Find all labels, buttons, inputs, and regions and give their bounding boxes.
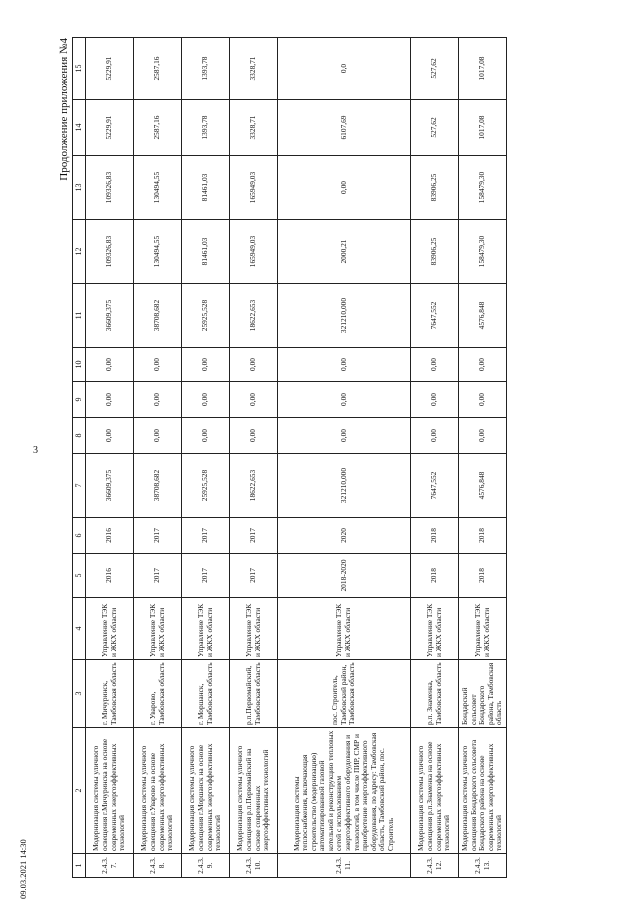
column-header: 14 xyxy=(73,100,86,156)
column-header: 12 xyxy=(73,220,86,284)
table-cell: Управление ТЭК и ЖКХ области xyxy=(86,598,134,660)
table-cell: г. Уварово, Тамбовская область xyxy=(134,660,182,728)
table-cell: 0,00 xyxy=(459,418,507,454)
table-cell: Модернизация системы уличного освещения г.Мичуринска на основе современных энергоэффективных технологий xyxy=(86,728,134,854)
table-cell: 2587,16 xyxy=(134,38,182,100)
table-cell: 1017,08 xyxy=(459,100,507,156)
column-header: 2 xyxy=(73,728,86,854)
table-row xyxy=(230,38,278,878)
table-cell: 1393,78 xyxy=(182,38,230,100)
table-cell: 38708,682 xyxy=(134,284,182,348)
table-cell: Модернизация системы уличного освещения р.п.Первомайский на основе современных энергоэффективных технологий xyxy=(230,728,278,854)
column-header: 15 xyxy=(73,38,86,100)
table-cell: 2.4.3.12. xyxy=(411,854,459,878)
table-cell: Модернизация системы теплоснабжения, включающая строительство (модернизацию) автоматизированной газовой котельной и реконструкцию тепловых сетей с использованием энергоэффективного оборудования и технологий, в том числе ПИР, СМР и приобретение энергоэффективного оборудования, по адресу: Тамбовская область, Тамбовский район, пос. Строитель xyxy=(278,728,411,854)
table-row xyxy=(134,38,182,878)
table-cell: 81461,03 xyxy=(182,156,230,220)
table-cell: 2.4.3.9. xyxy=(182,854,230,878)
table-cell: Управление ТЭК и ЖКХ области xyxy=(411,598,459,660)
table-cell: 7647,552 xyxy=(411,454,459,518)
table-cell: 2018 xyxy=(459,518,507,554)
table-cell: 36609,375 xyxy=(86,284,134,348)
column-header: 7 xyxy=(73,454,86,518)
table-cell: 36609,375 xyxy=(86,454,134,518)
column-header: 11 xyxy=(73,284,86,348)
table-cell: Модернизация системы уличного освещения Бондарского сельсовета Бондарского района на основе современных энергоэффективных технологий xyxy=(459,728,507,854)
table-cell: 2.4.3.11. xyxy=(278,854,411,878)
rotated-page xyxy=(58,38,623,878)
table-cell: 2.4.3.7. xyxy=(86,854,134,878)
table-cell: 4576,848 xyxy=(459,454,507,518)
page-number: 3 xyxy=(33,445,38,456)
table-row xyxy=(278,38,411,878)
table-cell: 109326,83 xyxy=(86,220,134,284)
column-header: 6 xyxy=(73,518,86,554)
table-cell: 0,00 xyxy=(230,348,278,382)
table-cell: 158479,30 xyxy=(459,220,507,284)
table-cell: 321210,000 xyxy=(278,284,411,348)
table-cell: 2018-2020 xyxy=(278,554,411,598)
table-cell: 18622,653 xyxy=(230,454,278,518)
table-cell: 2017 xyxy=(230,554,278,598)
table-cell: Бондарский сельсовет Бондарского района, Тамбовская область xyxy=(459,660,507,728)
table-cell: Управление ТЭК и ЖКХ области xyxy=(182,598,230,660)
appendix-table xyxy=(72,37,507,878)
table-cell: 165949,03 xyxy=(230,156,278,220)
table-row xyxy=(411,38,459,878)
table-cell: 1017,08 xyxy=(459,38,507,100)
table-cell: 0,00 xyxy=(182,348,230,382)
table-cell: 0,00 xyxy=(134,348,182,382)
table-cell: 2017 xyxy=(230,518,278,554)
table-cell: 5229,91 xyxy=(86,100,134,156)
table-cell: 3328,71 xyxy=(230,100,278,156)
table-cell: Управление ТЭК и ЖКХ области xyxy=(230,598,278,660)
table-cell: 0,00 xyxy=(411,348,459,382)
table-cell: 130494,55 xyxy=(134,220,182,284)
table-cell: 527,62 xyxy=(411,38,459,100)
table-row xyxy=(182,38,230,878)
table-cell: р.п. Знаменка, Тамбовская область xyxy=(411,660,459,728)
table-cell: 7647,552 xyxy=(411,284,459,348)
table-cell: 0,00 xyxy=(278,382,411,418)
table-cell: 165949,03 xyxy=(230,220,278,284)
table-cell: 5229,91 xyxy=(86,38,134,100)
table-cell: г. Мичуринск, Тамбовская область xyxy=(86,660,134,728)
table-cell: Модернизация системы уличного освещения р.п.Знаменка на основе современных энергоэффективных технологий xyxy=(411,728,459,854)
table-cell: 2016 xyxy=(86,518,134,554)
table-cell: 2018 xyxy=(411,554,459,598)
footer-timestamp: 09.03.2021 14:30 xyxy=(18,839,28,899)
appendix-title: Продолжение приложения №4 xyxy=(58,38,70,181)
table-cell: 0,00 xyxy=(411,418,459,454)
table-cell: 83906,25 xyxy=(411,156,459,220)
table-cell: 2000,21 xyxy=(278,220,411,284)
table-cell: 2017 xyxy=(182,554,230,598)
table-cell: 130494,55 xyxy=(134,156,182,220)
table-row xyxy=(86,38,134,878)
table-cell: г. Моршанск, Тамбовская область xyxy=(182,660,230,728)
column-header: 3 xyxy=(73,660,86,728)
table-cell: 0,00 xyxy=(230,382,278,418)
column-header: 10 xyxy=(73,348,86,382)
table-cell: Управление ТЭК и ЖКХ области xyxy=(134,598,182,660)
table-header-row xyxy=(73,38,86,878)
table-cell: 0,00 xyxy=(86,348,134,382)
table-cell: 0,00 xyxy=(134,382,182,418)
table-cell: 2016 xyxy=(86,554,134,598)
table-cell: 0,00 xyxy=(411,382,459,418)
table-cell: 0,0 xyxy=(278,38,411,100)
column-header: 4 xyxy=(73,598,86,660)
table-cell: 4576,848 xyxy=(459,284,507,348)
table-cell: 2017 xyxy=(134,554,182,598)
table-body xyxy=(73,38,507,878)
table-cell: 2587,16 xyxy=(134,100,182,156)
table-cell: 2017 xyxy=(182,518,230,554)
table-row xyxy=(459,38,507,878)
table-cell: 527,62 xyxy=(411,100,459,156)
table-cell: 0,00 xyxy=(134,418,182,454)
table-cell: 0,00 xyxy=(86,382,134,418)
column-header: 8 xyxy=(73,418,86,454)
table-cell: 0,00 xyxy=(459,348,507,382)
column-header: 1 xyxy=(73,854,86,878)
table-cell: 1393,78 xyxy=(182,100,230,156)
table-cell: 2018 xyxy=(459,554,507,598)
table-cell: 0,00 xyxy=(230,418,278,454)
table-cell: Управление ТЭК и ЖКХ области xyxy=(278,598,411,660)
table-cell: 109326,83 xyxy=(86,156,134,220)
table-cell: 0,00 xyxy=(278,348,411,382)
table-cell: 2.4.3.13. xyxy=(459,854,507,878)
table-cell: р.п.Первомайский, Тамбовская область xyxy=(230,660,278,728)
table-cell: 0,00 xyxy=(182,382,230,418)
table-cell: Модернизация системы уличного освещения г.Уварово на основе современных энергоэффективных технологий xyxy=(134,728,182,854)
table-cell: 25925,528 xyxy=(182,284,230,348)
column-header: 5 xyxy=(73,554,86,598)
table-cell: 81461,03 xyxy=(182,220,230,284)
table-cell: 3328,71 xyxy=(230,38,278,100)
table-cell: 18622,653 xyxy=(230,284,278,348)
table-cell: 0,00 xyxy=(278,418,411,454)
table-cell: 83906,25 xyxy=(411,220,459,284)
table-cell: Управление ТЭК и ЖКХ области xyxy=(459,598,507,660)
table-cell: 0,00 xyxy=(459,382,507,418)
table-cell: 2018 xyxy=(411,518,459,554)
table-cell: 321210,000 xyxy=(278,454,411,518)
column-header: 9 xyxy=(73,382,86,418)
table-cell: 2.4.3.10. xyxy=(230,854,278,878)
table-cell: 0,00 xyxy=(278,156,411,220)
table-cell: 0,00 xyxy=(182,418,230,454)
table-cell: 6107,69 xyxy=(278,100,411,156)
table-cell: 2017 xyxy=(134,518,182,554)
table-cell: 38708,682 xyxy=(134,454,182,518)
table-cell: 25925,528 xyxy=(182,454,230,518)
table-cell: 2.4.3.8. xyxy=(134,854,182,878)
table-cell: Модернизация системы уличного освещения г.Моршанск на основе современных энергоэффективных технологий xyxy=(182,728,230,854)
table-cell: пос. Строитель, Тамбовский район, Тамбовская область xyxy=(278,660,411,728)
table-cell: 0,00 xyxy=(86,418,134,454)
table-cell: 158479,30 xyxy=(459,156,507,220)
column-header: 13 xyxy=(73,156,86,220)
table-cell: 2020 xyxy=(278,518,411,554)
